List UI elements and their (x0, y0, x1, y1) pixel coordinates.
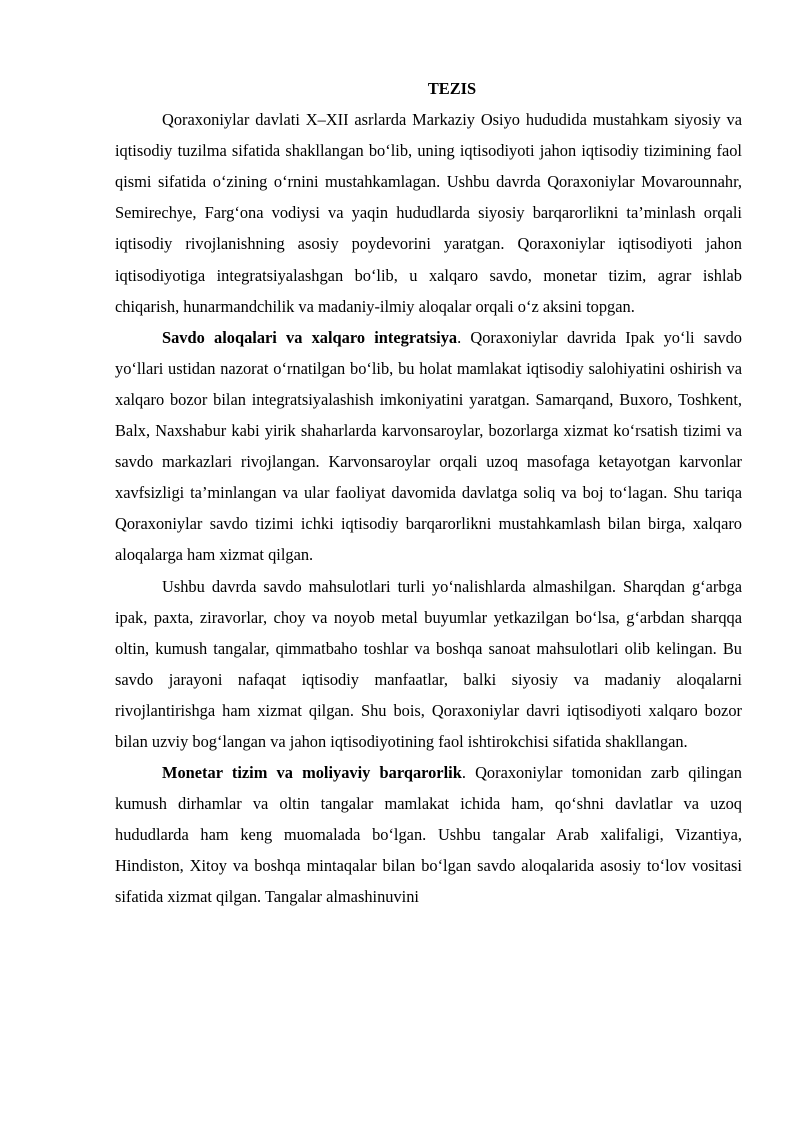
section-heading-monetary: Monetar tizim va moliyaviy barqarorlik (162, 763, 462, 783)
document-body (115, 73, 742, 913)
paragraph-trade (115, 322, 742, 571)
paragraph-monetary (115, 757, 742, 912)
paragraph-text: . Qoraxoniylar tomonidan zarb qilingan kumush dirhamlar va oltin tangalar mamlakat ichida ham, qo‘shni davlatlar va uzoq hududlarda ham keng muomalada bo‘lgan. Ushbu tangalar Arab xalifaligi, Vizantiya, Hindiston, Xitoy va boshqa mintaqalar bilan bo‘lgan savdo aloqalarida asosiy to‘lov vositasi sifatida xizmat qilgan. Tangalar almashinuvini (115, 763, 742, 907)
paragraph-text: . Qoraxoniylar davrida Ipak yo‘li savdo yo‘llari ustidan nazorat o‘rnatilgan bo‘lib, bu holat mamlakat iqtisodiy salohiyatini oshirish va xalqaro bozor bilan integratsiyalashish imkoniyatini yaratgan. Samarqand, Buxoro, Toshkent, Balx, Naxshabur kabi yirik shaharlarda karvonsaroylar, bozorlarga xizmat ko‘rsatish tizimi va savdo markazlari rivojlangan. Karvonsaroylar orqali uzoq masofaga ketayotgan karvonlar xavfsizligi ta’minlangan va ular faoliyat davomida davlatga soliq va boj to‘lagan. Shu tariqa Qoraxoniylar savdo tizimi ichki iqtisodiy barqarorlikni mustahkamlash bilan birga, xalqaro aloqalarga ham xizmat qilgan. (115, 327, 742, 565)
paragraph-text: Ushbu davrda savdo mahsulotlari turli yo‘nalishlarda almashilgan. Sharqdan g‘arbga ipak, paxta, ziravorlar, choy va noyob metal buyumlar yetkazilgan bo‘lsa, g‘arbdan sharqqa oltin, kumush tangalar, qimmatbaho toshlar va boshqa sanoat mahsulotlari olib kelingan. Bu savdo jarayoni nafaqat iqtisodiy manfaatlar, balki siyosiy va madaniy aloqalarni rivojlantirishga ham xizmat qilgan. Shu bois, Qoraxoniylar davri iqtisodiyoti xalqaro bozor bilan uzviy bog‘langan va jahon iqtisodiyotining faol ishtirokchisi sifatida shakllangan. (115, 576, 742, 751)
paragraph-introduction (115, 104, 742, 322)
paragraph-goods (115, 571, 742, 758)
document-title: TEZIS (427, 79, 477, 98)
section-heading-trade: Savdo aloqalari va xalqaro integratsiya (162, 327, 458, 347)
paragraph-text: Qoraxoniylar davlati X–XII asrlarda Markaziy Osiyo hududida mustahkam siyosiy va iqtisodiy tuzilma sifatida shakllangan bo‘lib, uning iqtisodiyoti jahon iqtisodiy tizimining faol qismi sifatida o‘zining o‘rnini mustahkamlagan. Ushbu davrda Qoraxoniylar Movarounnahr, Semirechye, Farg‘ona vodiysi va yaqin hududlarda siyosiy barqarorlikni ta’minlash orqali iqtisodiy rivojlanishning asosiy poydevorini yaratgan. Qoraxoniylar iqtisodiyoti jahon iqtisodiyotiga integratsiyalashgan bo‘lib, u xalqaro savdo, monetar tizim, agrar ishlab chiqarish, hunarmandchilik va madaniy-ilmiy aloqalar orqali o‘z aksini topgan. (115, 110, 742, 316)
